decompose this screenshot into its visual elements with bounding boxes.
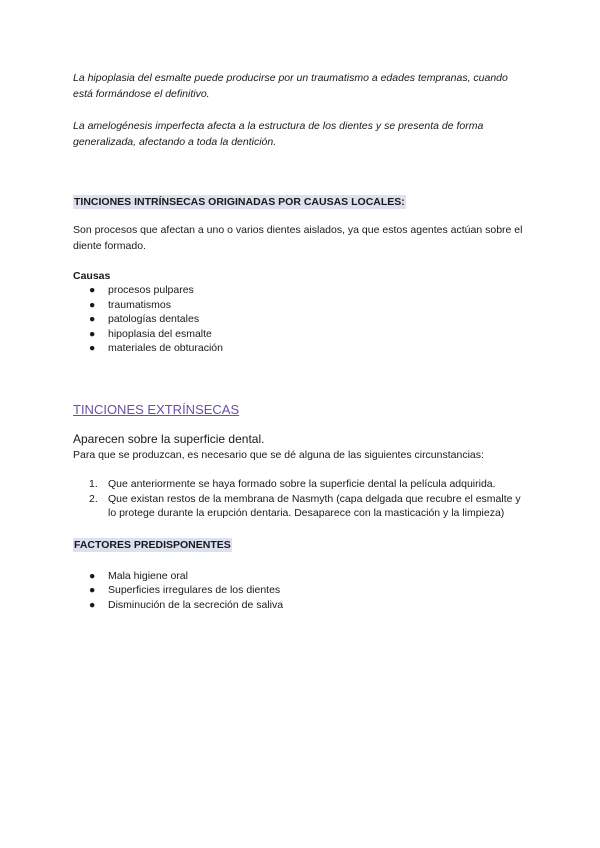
list-item: 1. Que anteriormente se haya formado sobre la superficie dental la película adquirida. [89,477,496,490]
factores-list [73,569,523,613]
locales-heading: TINCIONES INTRÍNSECAS ORIGINADAS POR CAUSAS LOCALES: [74,196,405,208]
bullet-icon: ● [89,584,96,597]
extrinsecas-lead: Aparecen sobre la superficie dental. [73,431,265,446]
list-item: ● traumatismos [89,298,172,311]
circunstancias-list [73,477,523,521]
bullet-icon: ● [89,598,96,611]
bullet-icon: ● [89,313,96,326]
list-item: ● hipoplasia del esmalte [89,327,212,340]
extrinsecas-paragraph: Para que se produzcan, es necesario que se dé alguna de las siguientes circunstancias: [73,448,484,461]
locales-paragraph: Son procesos que afectan a uno o varios dientes aislados, ya que estos agentes actúan sobre el diente formado. [73,224,523,252]
causas-list [73,283,523,356]
bullet-icon: ● [89,298,96,311]
list-item: ● materiales de obturación [89,342,223,355]
factores-heading: FACTORES PREDISPONENTES [74,538,231,551]
bullet-icon: ● [89,569,96,582]
bullet-icon: ● [89,284,96,296]
list-item: ● Mala higiene oral [89,569,188,582]
bullet-icon: ● [89,342,96,355]
intro-hipoplasia-paragraph: La hipoplasia del esmalte puede producirse por un traumatismo a edades tempranas, cuando está formándose el definitivo. [73,72,508,100]
list-item: ● Superficies irregulares de los dientes [89,584,281,597]
list-item: 2. Que existan restos de la membrana de Nasmyth (capa delgada que recubre el esmalte y lo protege durante la erupción dentaria. Desaparece con la masticación y la limpieza) [89,492,521,520]
bullet-icon: ● [89,327,96,340]
list-item: ● procesos pulpares [89,284,194,296]
extrinsecas-heading-link[interactable]: TINCIONES EXTRÍNSECAS [73,401,240,417]
intro-amelogenesis-paragraph: La amelogénesis imperfecta afecta a la estructura de los dientes y se presenta de forma generalizada, afectando a toda la dentición. [73,120,484,148]
list-item: ● patologías dentales [89,313,200,326]
document-page [73,70,523,613]
list-item: ● Disminución de la secreción de saliva [89,598,284,611]
causas-label: Causas [73,270,111,282]
